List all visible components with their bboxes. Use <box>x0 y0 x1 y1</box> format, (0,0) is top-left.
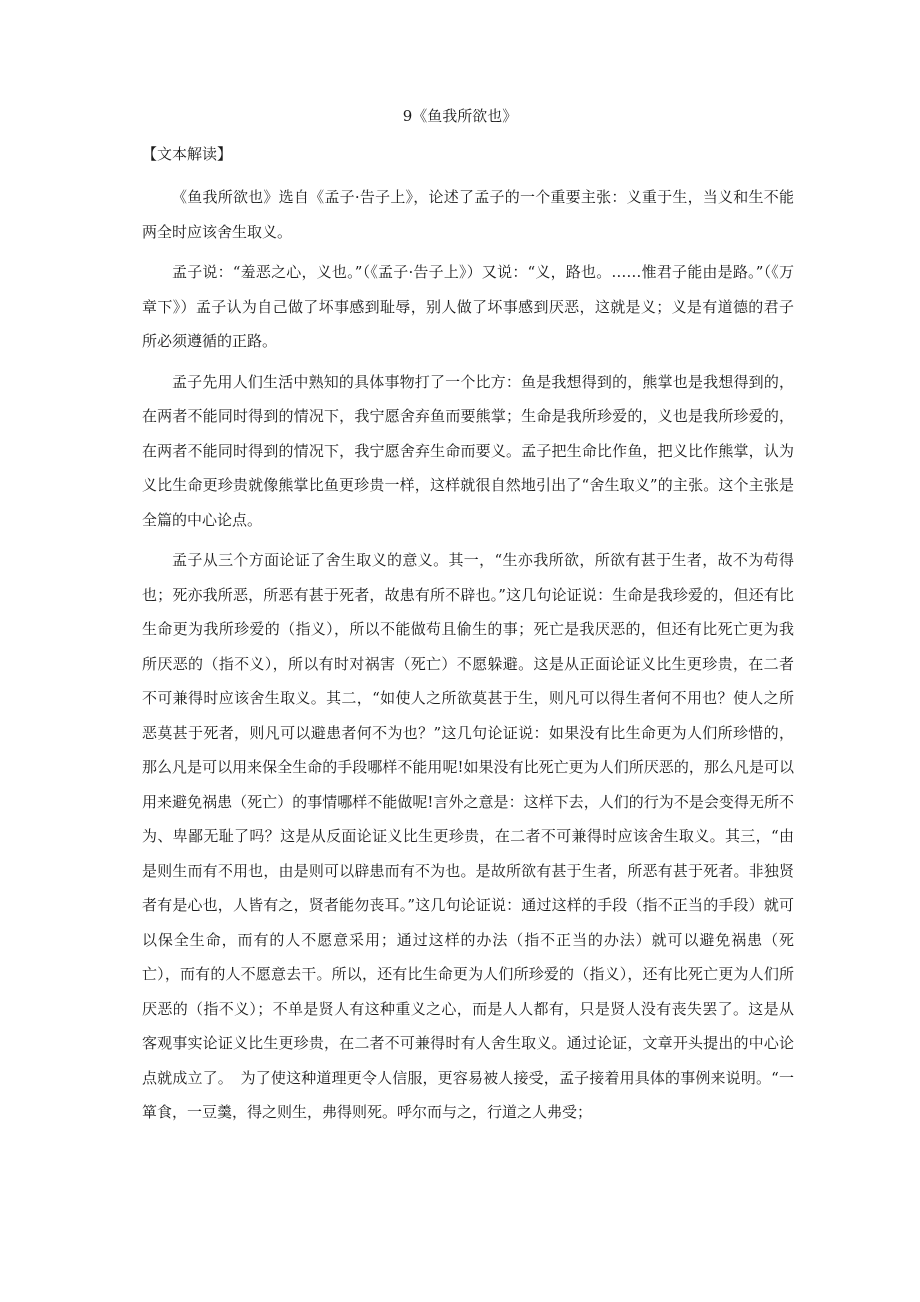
paragraph: 《鱼我所欲也》选自《孟子·告子上》，论述了孟子的一个重要主张：义重于生，当义和生不能两全时应该舍生取义。 <box>142 188 794 241</box>
paragraph: 孟子说：“羞恶之心，义也。”（《孟子·告子上》）又说：“义，路也。……惟君子能由是路。”（《万章下》）孟子认为自己做了坏事感到耻辱，别人做了坏事感到厌恶，这就是义；义是有道德的君子所必须遵循的正路。 <box>142 263 794 350</box>
paragraph: 孟子先用人们生活中熟知的具体事物打了一个比方：鱼是我想得到的，熊掌也是我想得到的，在两者不能同时得到的情况下，我宁愿舍弃鱼而要熊掌；生命是我所珍爱的，义也是我所珍爱的，在两者不能同时得到的情况下，我宁愿舍弃生命而要义。孟子把生命比作鱼，把义比作熊掌，认为义比生命更珍贵就像熊掌比鱼更珍贵一样，这样就很自然地引出了“舍生取义”的主张。这个主张是全篇的中心论点。 <box>142 372 794 529</box>
document-body <box>142 180 794 1136</box>
document-title: 9《鱼我所欲也》 <box>402 107 518 125</box>
paragraph: 孟子从三个方面论证了舍生取义的意义。其一，“生亦我所欲，所欲有甚于生者，故不为苟得也；死亦我所恶，所恶有甚于死者，故患有所不辟也。”这几句论证说：生命是我珍爱的，但还有比生命更为我所珍爱的（指义），所以不能做苟且偷生的事；死亡是我厌恶的，但还有比死亡更为我所厌恶的（指不义），所以有时对祸害（死亡）不愿躲避。这是从正面论证义比生更珍贵，在二者不可兼得时应该舍生取义。其二，“如使人之所欲莫甚于生，则凡可以得生者何不用也？使人之所恶莫甚于死者，则凡可以避患者何不为也？”这几句论证说：如果没有比生命更为人们所珍惜的，那么凡是可以用来保全生命的手段哪样不能用呢!如果没有比死亡更为人们所厌恶的，那么凡是可以用来避免祸患（死亡）的事情哪样不能做呢!言外之意是：这样下去，人们的行为不是会变得无所不为、卑鄙无耻了吗？这是从反面论证义比生更珍贵，在二者不可兼得时应该舍生取义。其三，“由是则生而有不用也，由是则可以辟患而有不为也。是故所欲有甚于生者，所恶有甚于死者。非独贤者有是心也，人皆有之，贤者能勿丧耳。”这几句论证说：通过这样的手段（指不正当的手段）就可以保全生命，而有的人不愿意采用；通过这样的办法（指不正当的办法）就可以避免祸患（死亡），而有的人不愿意去干。所以，还有比生命更为人们所珍爱的（指义），还有比死亡更为人们所厌恶的（指不义）；不单是贤人有这种重义之心，而是人人都有，只是贤人没有丧失罢了。这是从客观事实论证义比生更珍贵，在二者不可兼得时有人舍生取义。通过论证，文章开头提出的中心论点就成立了。 为了使这种道理更令人信服，更容易被人接受，孟子接着用具体的事例来说明。“一箪食，一豆羹，得之则生，弗得则死。呼尔而与之，行道之人弗受； <box>142 551 794 1121</box>
section-heading: 【文本解读】 <box>142 145 233 163</box>
